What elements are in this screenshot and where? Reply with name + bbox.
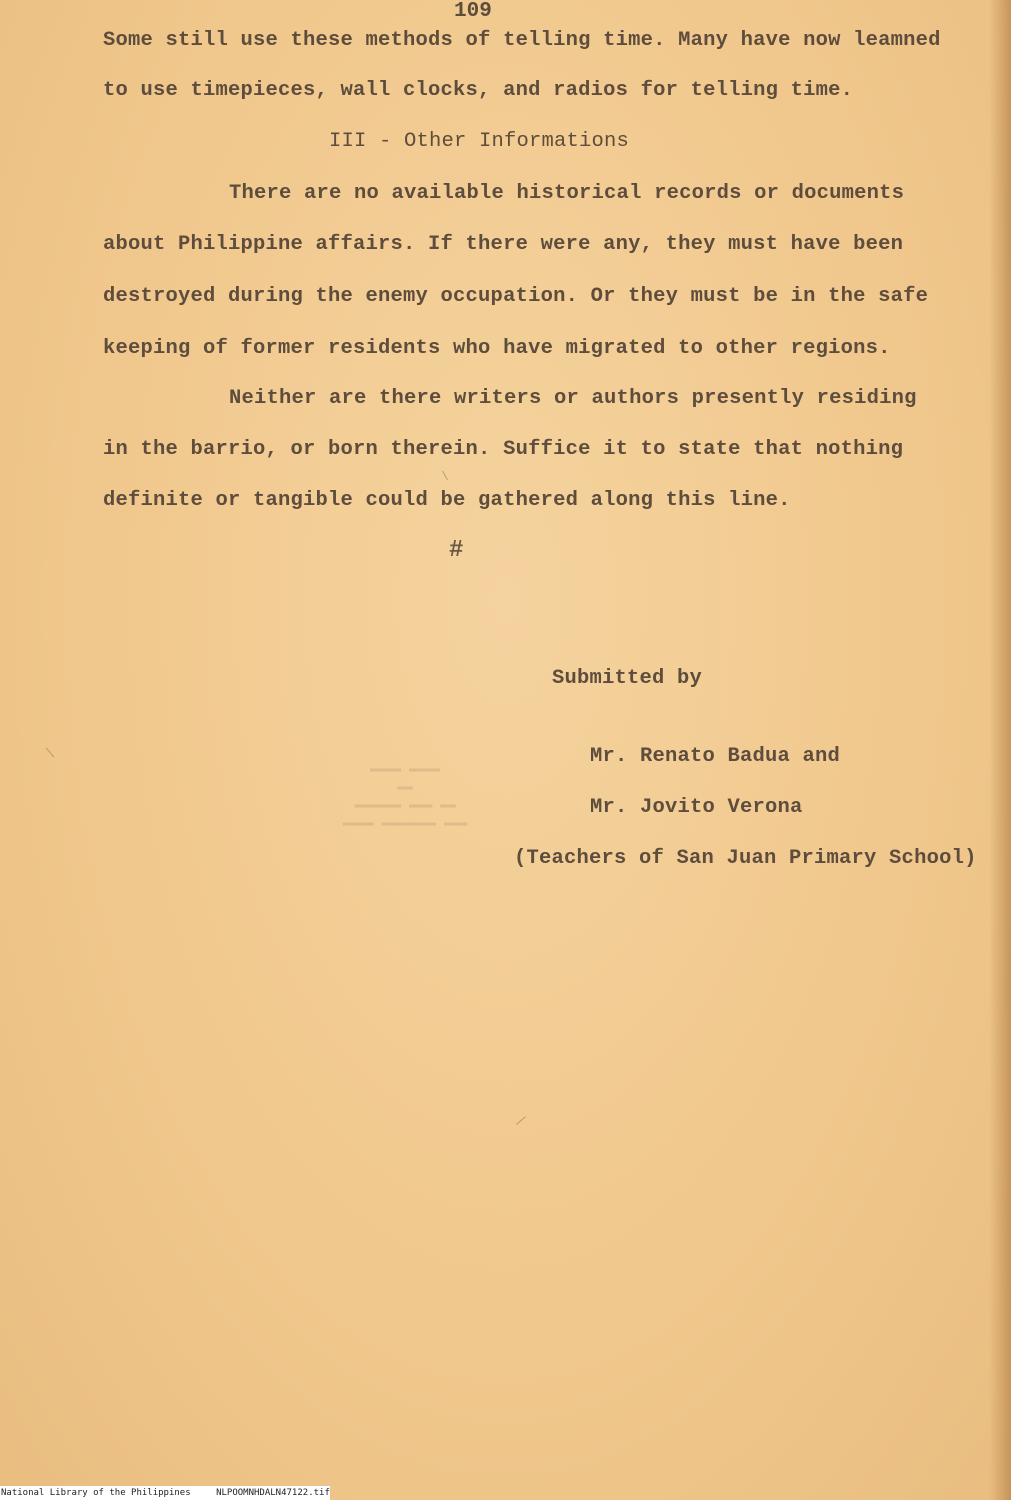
text-line-4: There are no available historical records or documents [229,182,905,205]
signatory-1: Mr. Renato Badua and [590,745,841,768]
section-heading: III - Other Informations [329,130,630,153]
footer-filename: NLPOOMNHDALN47122.tif [216,1488,330,1498]
text-line-6: destroyed during the enemy occupation. Or they must be in the safe [103,285,929,308]
submitted-by-label: Submitted by [552,667,703,690]
signatory-2: Mr. Jovito Verona [590,796,803,819]
paper-mark [46,748,54,758]
text-line-7: keeping of former residents who have migrated to other regions. [103,337,891,360]
text-line-8: Neither are there writers or authors presently residing [229,387,917,410]
end-mark: # [449,537,464,564]
paper-mark [516,1116,526,1124]
page-number: 109 [454,0,492,23]
scan-footer [0,1486,330,1500]
paper-mark [442,471,448,480]
page-edge-shadow [989,0,1011,1500]
text-line-9: in the barrio, or born therein. Suffice it to state that nothing [103,438,904,461]
text-line-2: to use timepieces, wall clocks, and radios for telling time. [103,79,854,102]
bleed-through-text: ▬▬▬▬ ▬▬▬▬ ▬▬ ▬▬ ▬▬▬ ▬▬▬▬▬▬ ▬▬▬ ▬▬▬▬▬▬▬ ▬▬▬▬ [342,761,468,830]
text-line-5: about Philippine affairs. If there were any, they must have been [103,233,904,256]
footer-library: National Library of the Philippines [1,1488,191,1498]
signatory-affiliation: (Teachers of San Juan Primary School) [514,847,977,870]
text-line-10: definite or tangible could be gathered along this line. [103,489,791,512]
text-line-1: Some still use these methods of telling time. Many have now leamned [103,29,941,52]
